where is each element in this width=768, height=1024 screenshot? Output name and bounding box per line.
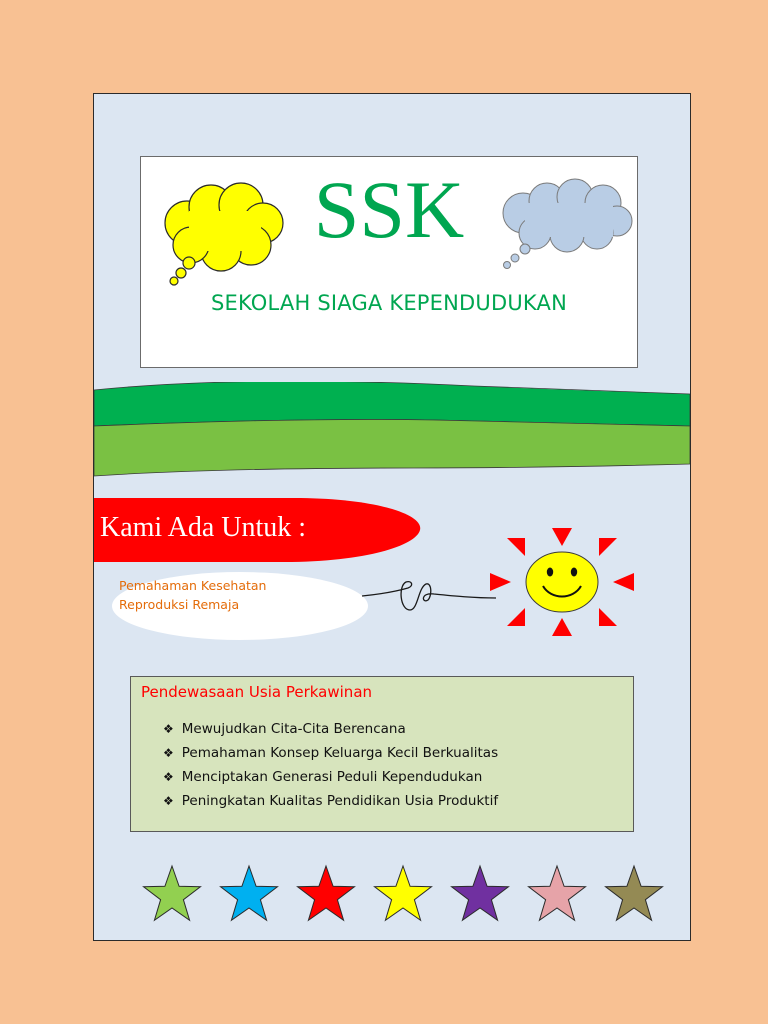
star-icon (529, 866, 586, 920)
bullet-diamond-icon: ❖ (163, 794, 174, 808)
bullet-list (163, 717, 498, 813)
list-item: ❖ Pemahaman Konsep Keluarga Kecil Berkualitas (163, 745, 499, 761)
list-item: ❖ Menciptakan Generasi Peduli Kependudukan (163, 769, 483, 785)
star-icon (221, 866, 278, 920)
poster-page (93, 93, 691, 941)
bullet-diamond-icon: ❖ (163, 746, 174, 760)
info-box (130, 676, 634, 832)
info-bubble-line-1: Pemahaman Kesehatan (119, 578, 267, 593)
star-icon (298, 866, 355, 920)
list-item: ❖ Mewujudkan Cita-Cita Berencana (163, 721, 406, 737)
star-row (142, 862, 672, 926)
title-box (140, 156, 638, 368)
page-subtitle: SEKOLAH SIAGA KEPENDUDUKAN (210, 291, 568, 315)
info-box-heading: Pendewasaan Usia Perkawinan (141, 683, 373, 701)
blue-thought-cloud-icon (495, 177, 635, 272)
star-icon (452, 866, 509, 920)
bullet-diamond-icon: ❖ (163, 770, 174, 784)
star-icon (375, 866, 432, 920)
smiling-sun-icon (487, 526, 637, 638)
list-item: ❖ Peningkatan Kualitas Pendidikan Usia Produktif (163, 793, 499, 809)
info-bubble-line-2: Reproduksi Remaja (119, 597, 240, 612)
squiggle-line (362, 566, 502, 626)
star-icon (606, 866, 663, 920)
info-bubble-text (119, 576, 266, 614)
page-title: SSK (313, 164, 465, 255)
green-wave-bands (94, 382, 690, 482)
bullet-diamond-icon: ❖ (163, 722, 174, 736)
star-icon (144, 866, 201, 920)
banner-text: Kami Ada Untuk : (100, 512, 307, 543)
